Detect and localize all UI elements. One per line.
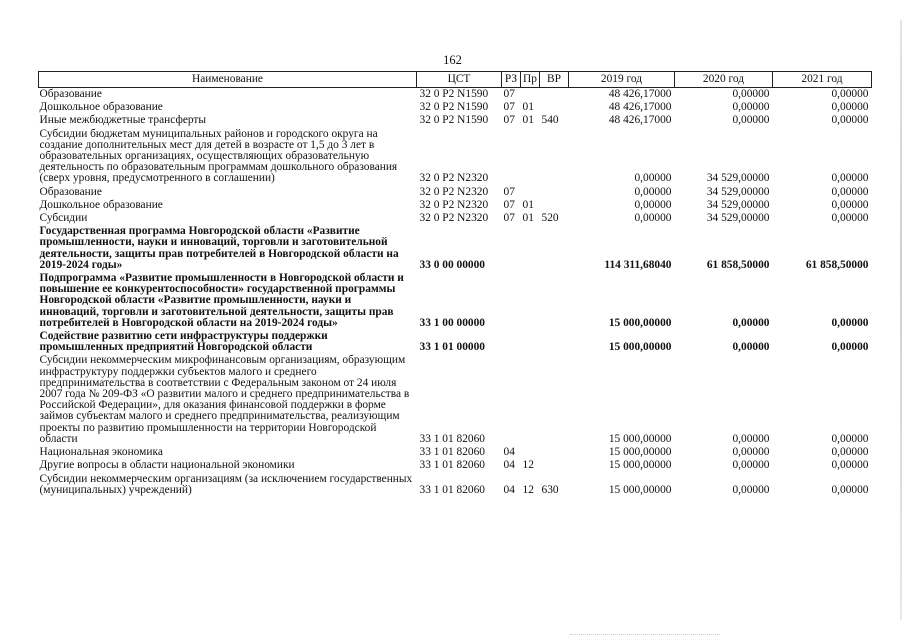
- column-header-rz: РЗ: [502, 72, 521, 88]
- cell-name: Содействие развитию сети инфраструктуры поддержки промышленных предприятий Новгородской области: [39, 330, 328, 354]
- cell-2019: 0,00000: [634, 185, 672, 198]
- cell-cst: 33 1 00 00000: [419, 316, 485, 329]
- table-row: [39, 330, 872, 354]
- cell-rz: 04: [503, 483, 515, 496]
- cell-rz: 07: [503, 185, 515, 198]
- cell-name: Другие вопросы в области национальной экономики: [39, 459, 295, 472]
- scan-edge-shadow: [900, 20, 902, 620]
- cell-2021: 0,00000: [831, 88, 869, 100]
- cell-2019: 48 426,17000: [608, 114, 672, 127]
- cell-name: Субсидии бюджетам муниципальных районов и городского округа на создание дополнительных мест для детей в возрасте от 1,5 до 3 лет в образовательных организациях, осуществляющих образовательную деятельность по образовательным программам дошкольного образования (сверх уровня, предусмотренного в соглашении): [39, 127, 398, 185]
- cell-rz: [502, 128, 521, 186]
- cell-rz: 07: [503, 101, 515, 114]
- table-row: [39, 473, 872, 497]
- cell-2021: 0,00000: [831, 459, 869, 472]
- cell-pr: 01: [522, 101, 534, 114]
- cell-rz: [502, 272, 521, 330]
- cell-name: Субсидии: [39, 212, 88, 225]
- cell-name: Государственная программа Новгородской области «Развитие промышленности, науки и инноваций, торговли и заготовительной деятельности, защиты прав потребителей в Новгородской области на 2019-2024 годы»: [39, 225, 399, 271]
- cell-vr: [540, 101, 569, 114]
- cell-vr: [540, 459, 569, 472]
- cell-2019: 114 311,68040: [604, 258, 672, 271]
- cell-pr: [521, 186, 540, 199]
- table-row: [39, 186, 872, 199]
- cell-pr: [521, 128, 540, 186]
- cell-2020: 34 529,00000: [706, 172, 770, 185]
- cell-2021: 0,00000: [831, 446, 869, 459]
- cell-rz: 07: [503, 212, 515, 225]
- table-row: [39, 459, 872, 472]
- cell-2021: 0,00000: [831, 172, 869, 185]
- cell-vr: [540, 128, 569, 186]
- cell-2021: 0,00000: [831, 185, 869, 198]
- cell-cst: 32 0 Р2 N2320: [419, 212, 489, 225]
- cell-cst: 33 1 01 82060: [419, 432, 485, 445]
- cell-2020: 0,00000: [732, 88, 770, 100]
- cell-pr: [521, 354, 540, 446]
- column-header-name: Наименование: [39, 72, 417, 88]
- table-body: [39, 88, 872, 497]
- cell-2020: 0,00000: [732, 316, 770, 329]
- cell-cst: 32 0 Р2 N2320: [419, 185, 489, 198]
- cell-2020: 61 858,50000: [706, 258, 770, 271]
- cell-rz: [502, 354, 521, 446]
- column-header-2021: 2021 год: [773, 72, 872, 88]
- cell-2019: 48 426,17000: [608, 101, 672, 114]
- cell-pr: 01: [522, 198, 534, 211]
- cell-cst: 32 0 Р2 N1590: [419, 114, 489, 127]
- cell-2020: 0,00000: [732, 432, 770, 445]
- cell-pr: [521, 272, 540, 330]
- cell-pr: 12: [522, 483, 534, 496]
- cell-2021: 0,00000: [831, 114, 869, 127]
- cell-rz: 07: [503, 88, 515, 100]
- cell-2021: 0,00000: [831, 483, 869, 496]
- cell-vr: [540, 88, 569, 102]
- cell-vr: 520: [541, 212, 559, 225]
- cell-2019: 15 000,00000: [608, 483, 672, 496]
- page-number: 162: [443, 53, 462, 67]
- cell-vr: [540, 186, 569, 199]
- cell-pr: 01: [522, 114, 534, 127]
- cell-2021: 0,00000: [831, 212, 869, 225]
- table-row: [39, 272, 872, 330]
- cell-vr: [540, 199, 569, 212]
- cell-name: Образование: [39, 88, 102, 100]
- cell-rz: 04: [503, 459, 515, 472]
- cell-vr: [540, 225, 569, 272]
- cell-2020: 34 529,00000: [706, 198, 770, 211]
- cell-name: Дошкольное образование: [39, 101, 163, 114]
- cell-rz: 04: [503, 446, 515, 459]
- cell-rz: [502, 330, 521, 354]
- cell-2020: 34 529,00000: [706, 185, 770, 198]
- cell-2020: 0,00000: [732, 101, 770, 114]
- cell-name: Субсидии некоммерческим микрофинансовым организациям, образующим инфраструктуру поддержки субъектов малого и среднего предпринимательства в соответствии с Федеральным законом от 24 июля 2007 года № 209-ФЗ «О развитии малого и среднего предпринимательства в Российской Федерации», для оказания финансовой поддержки в форме займов субъектам малого и среднего предпринимательства, реализующим проекты по развитию промышленности на территории Новгородской области: [39, 354, 410, 445]
- cell-2020: 0,00000: [732, 459, 770, 472]
- cell-vr: [540, 354, 569, 446]
- cell-2020: 0,00000: [732, 446, 770, 459]
- cell-rz: 07: [503, 198, 515, 211]
- cell-2021: 0,00000: [831, 341, 869, 354]
- table-row: [39, 199, 872, 212]
- cell-pr: [521, 225, 540, 272]
- cell-2019: 15 000,00000: [608, 432, 672, 445]
- cell-2021: 0,00000: [831, 101, 869, 114]
- column-header-cst: ЦСТ: [417, 72, 502, 88]
- cell-cst: 32 0 Р2 N2320: [419, 172, 489, 185]
- cell-2021: 0,00000: [831, 198, 869, 211]
- cell-pr: [521, 330, 540, 354]
- cell-vr: [540, 330, 569, 354]
- cell-vr: [540, 446, 569, 459]
- cell-pr: [521, 446, 540, 459]
- cell-cst: 32 0 Р2 N2320: [419, 198, 489, 211]
- cell-2019: 15 000,00000: [608, 459, 672, 472]
- cell-2021: 61 858,50000: [805, 258, 869, 271]
- column-header-vr: ВР: [540, 72, 569, 88]
- cell-rz: [502, 225, 521, 272]
- budget-table: [38, 71, 872, 497]
- table-row: [39, 88, 872, 102]
- table-row: [39, 212, 872, 225]
- cell-cst: 33 0 00 00000: [419, 258, 485, 271]
- table-row: [39, 446, 872, 459]
- cell-pr: 01: [522, 212, 534, 225]
- cell-2020: 0,00000: [732, 483, 770, 496]
- cell-2019: 0,00000: [634, 212, 672, 225]
- table-row: [39, 354, 872, 446]
- cell-cst: 33 1 01 82060: [419, 446, 485, 459]
- table-header-row: [39, 72, 872, 88]
- table-row: [39, 114, 872, 127]
- cell-name: Образование: [39, 185, 102, 198]
- cell-cst: 32 0 Р2 N1590: [419, 88, 489, 100]
- cell-2019: 15 000,00000: [608, 316, 672, 329]
- column-header-2019: 2019 год: [569, 72, 675, 88]
- cell-cst: 32 0 Р2 N1590: [419, 101, 489, 114]
- cell-pr: [521, 88, 540, 102]
- table-row: [39, 101, 872, 114]
- cell-2019: 48 426,17000: [608, 88, 672, 100]
- cell-name: Дошкольное образование: [39, 198, 163, 211]
- cell-vr: 540: [541, 114, 559, 127]
- scan-noise: [570, 634, 720, 636]
- cell-2020: 0,00000: [732, 114, 770, 127]
- column-header-2020: 2020 год: [675, 72, 773, 88]
- cell-cst: 33 1 01 82060: [419, 483, 485, 496]
- cell-vr: [540, 272, 569, 330]
- cell-2019: 0,00000: [634, 172, 672, 185]
- cell-name: Национальная экономика: [39, 446, 163, 459]
- cell-2019: 15 000,00000: [608, 446, 672, 459]
- cell-vr: 630: [541, 483, 559, 496]
- cell-name: Подпрограмма «Развитие промышленности в Новгородской области и повышение ее конкурентоспособности» государственной программы Новгородской области «Развитие промышленности, науки и инноваций, торговли и заготовительной деятельности, защиты прав потребителей в Новгородской области на 2019-2024 годы»: [39, 272, 404, 329]
- cell-2021: 0,00000: [831, 432, 869, 445]
- cell-2021: 0,00000: [831, 316, 869, 329]
- cell-cst: 33 1 01 00000: [419, 341, 485, 354]
- cell-cst: 33 1 01 82060: [419, 459, 485, 472]
- cell-2019: 0,00000: [634, 198, 672, 211]
- cell-2020: 34 529,00000: [706, 212, 770, 225]
- column-header-pr: Пр: [521, 72, 540, 88]
- table-row: [39, 128, 872, 186]
- cell-name: Субсидии некоммерческим организациям (за исключением государственных (муниципальных) учреждений): [39, 472, 413, 496]
- cell-name: Иные межбюджетные трансферты: [39, 114, 207, 127]
- cell-2019: 15 000,00000: [608, 341, 672, 354]
- cell-2020: 0,00000: [732, 341, 770, 354]
- cell-rz: 07: [503, 114, 515, 127]
- cell-pr: 12: [522, 459, 534, 472]
- table-row: [39, 225, 872, 272]
